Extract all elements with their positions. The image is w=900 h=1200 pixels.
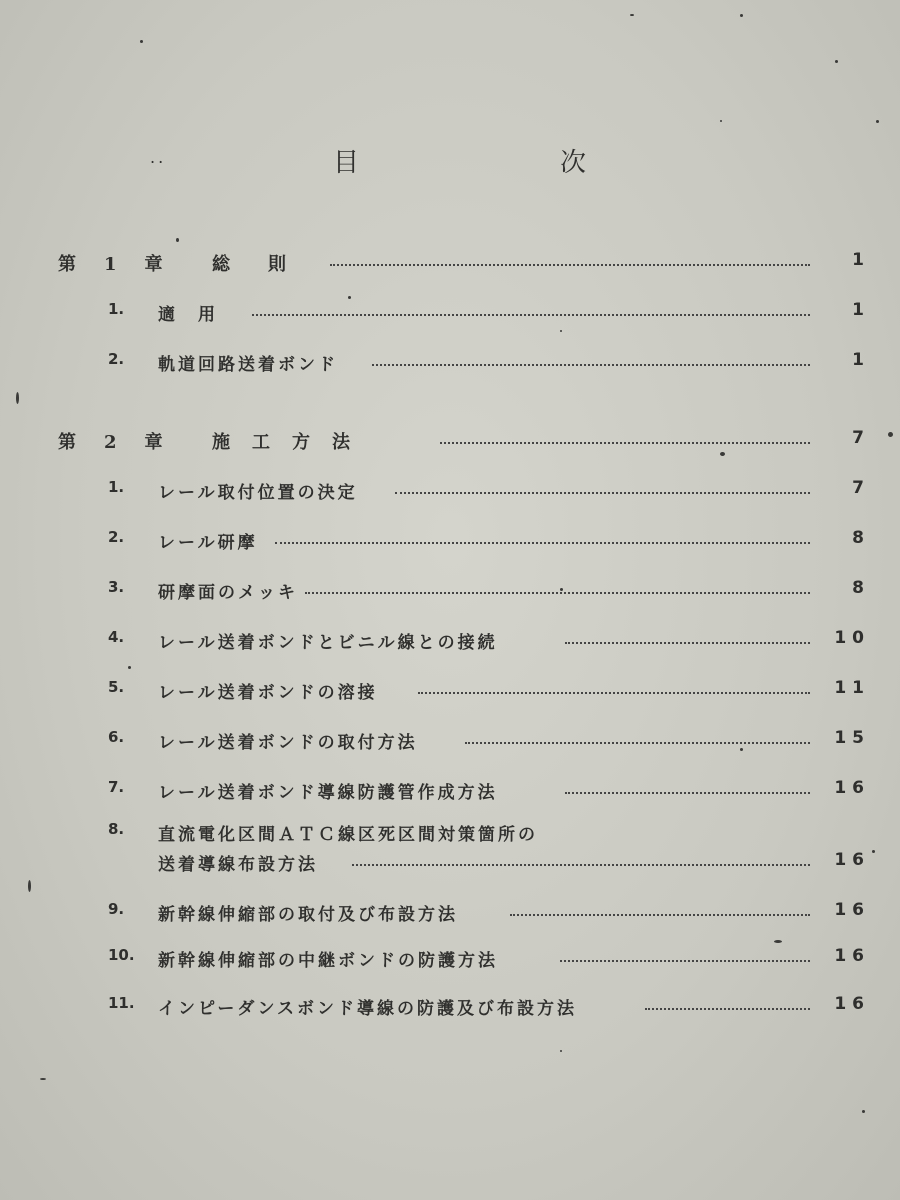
dot-leader (395, 492, 810, 494)
page-number: 10 (834, 628, 870, 648)
toc-section (0, 678, 900, 712)
page-number: 16 (834, 778, 870, 798)
toc-section (0, 994, 900, 1028)
toc-section (0, 900, 900, 934)
toc-section (0, 528, 900, 562)
section-title: レール送着ボンドの取付方法 (158, 733, 418, 753)
page-number: 1 (852, 350, 870, 370)
chapter-label (58, 250, 191, 276)
dot-leader (565, 642, 810, 644)
section-title: レール送着ボンドの溶接 (158, 683, 378, 703)
chapter-label-char: 章 (144, 254, 163, 275)
chapter-label-char: 1 (104, 254, 117, 275)
toc-section (0, 728, 900, 762)
section-title: 新幹線伸縮部の取付及び布設方法 (158, 905, 458, 925)
chapter-label-char: 2 (104, 432, 117, 453)
heading-char-2: 次 (560, 148, 587, 178)
page-number: 8 (852, 578, 870, 598)
dot-leader (352, 864, 810, 866)
section-title: 直流電化区間ＡＴＣ線区死区間対策箇所の (158, 825, 538, 845)
section-number: 1. (108, 478, 125, 496)
section-number: 10. (108, 946, 135, 964)
section-title: レール送着ボンドとビニル線との接続 (158, 633, 498, 653)
chapter-label-char: 第 (58, 432, 76, 453)
section-title: 適 用 (158, 305, 218, 325)
page-number: 16 (834, 900, 870, 920)
section-number: 2. (108, 350, 125, 368)
section-title: レール取付位置の決定 (158, 483, 358, 503)
chapter-label-char: 章 (144, 432, 163, 453)
dot-leader (305, 592, 810, 594)
section-number: 5. (108, 678, 125, 696)
chapter-title-char: 施 (212, 432, 230, 453)
page-number: 1 (852, 300, 870, 320)
toc-section (0, 300, 900, 334)
dot-leader (440, 442, 810, 444)
section-number: 2. (108, 528, 125, 546)
page-number: 1 (852, 250, 870, 270)
toc-chapter-1 (0, 250, 900, 284)
toc-section (0, 778, 900, 812)
toc-section (0, 350, 900, 384)
chapter-title (212, 250, 324, 276)
chapter-title (212, 428, 350, 454)
section-title: インピーダンスボンド導線の防護及び布設方法 (158, 999, 577, 1019)
dot-leader (252, 314, 810, 316)
dot-leader (275, 542, 810, 544)
dot-leader (560, 960, 810, 962)
section-title: レール送着ボンド導線防護管作成方法 (158, 783, 498, 803)
dot-leader (465, 742, 810, 744)
toc-section (0, 946, 900, 980)
section-title: 軌道回路送着ボンド (158, 355, 338, 375)
page-number: 16 (834, 946, 870, 966)
section-number: 6. (108, 728, 125, 746)
chapter-title-char: 工 (252, 432, 270, 453)
page-number: 16 (834, 994, 870, 1014)
page-number: 16 (834, 850, 870, 870)
section-title-line-2: 送着導線布設方法 (158, 855, 318, 875)
dot-leader (372, 364, 810, 366)
chapter-title-char: 方 (292, 432, 310, 453)
page-number: 7 (852, 478, 870, 498)
toc-section (0, 478, 900, 512)
toc-section (0, 628, 900, 662)
toc-chapter-2 (0, 428, 900, 462)
chapter-title-char: 則 (268, 254, 286, 275)
chapter-label (58, 428, 191, 454)
chapter-title-char: 法 (332, 432, 350, 453)
section-number: 3. (108, 578, 125, 596)
heading-dots: .. (150, 148, 167, 167)
page-number: 7 (852, 428, 870, 448)
dot-leader (330, 264, 810, 266)
dot-leader (418, 692, 810, 694)
section-title: 新幹線伸縮部の中継ボンドの防護方法 (158, 951, 498, 971)
section-number: 11. (108, 994, 135, 1012)
heading-char-1: 目 (333, 148, 360, 178)
chapter-label-char: 第 (58, 254, 76, 275)
toc-heading (0, 142, 900, 182)
section-number: 1. (108, 300, 125, 318)
section-title: レール研摩 (158, 533, 258, 553)
section-title: 研摩面のメッキ (158, 583, 298, 603)
section-number: 9. (108, 900, 125, 918)
toc-section (0, 578, 900, 612)
section-number: 4. (108, 628, 125, 646)
toc-section (0, 820, 900, 880)
page-number: 8 (852, 528, 870, 548)
section-number: 8. (108, 820, 125, 838)
page-number: 15 (834, 728, 870, 748)
dot-leader (645, 1008, 810, 1010)
dot-leader (510, 914, 810, 916)
dot-leader (565, 792, 810, 794)
section-number: 7. (108, 778, 125, 796)
chapter-title-char: 総 (212, 254, 230, 275)
page-number: 11 (834, 678, 870, 698)
